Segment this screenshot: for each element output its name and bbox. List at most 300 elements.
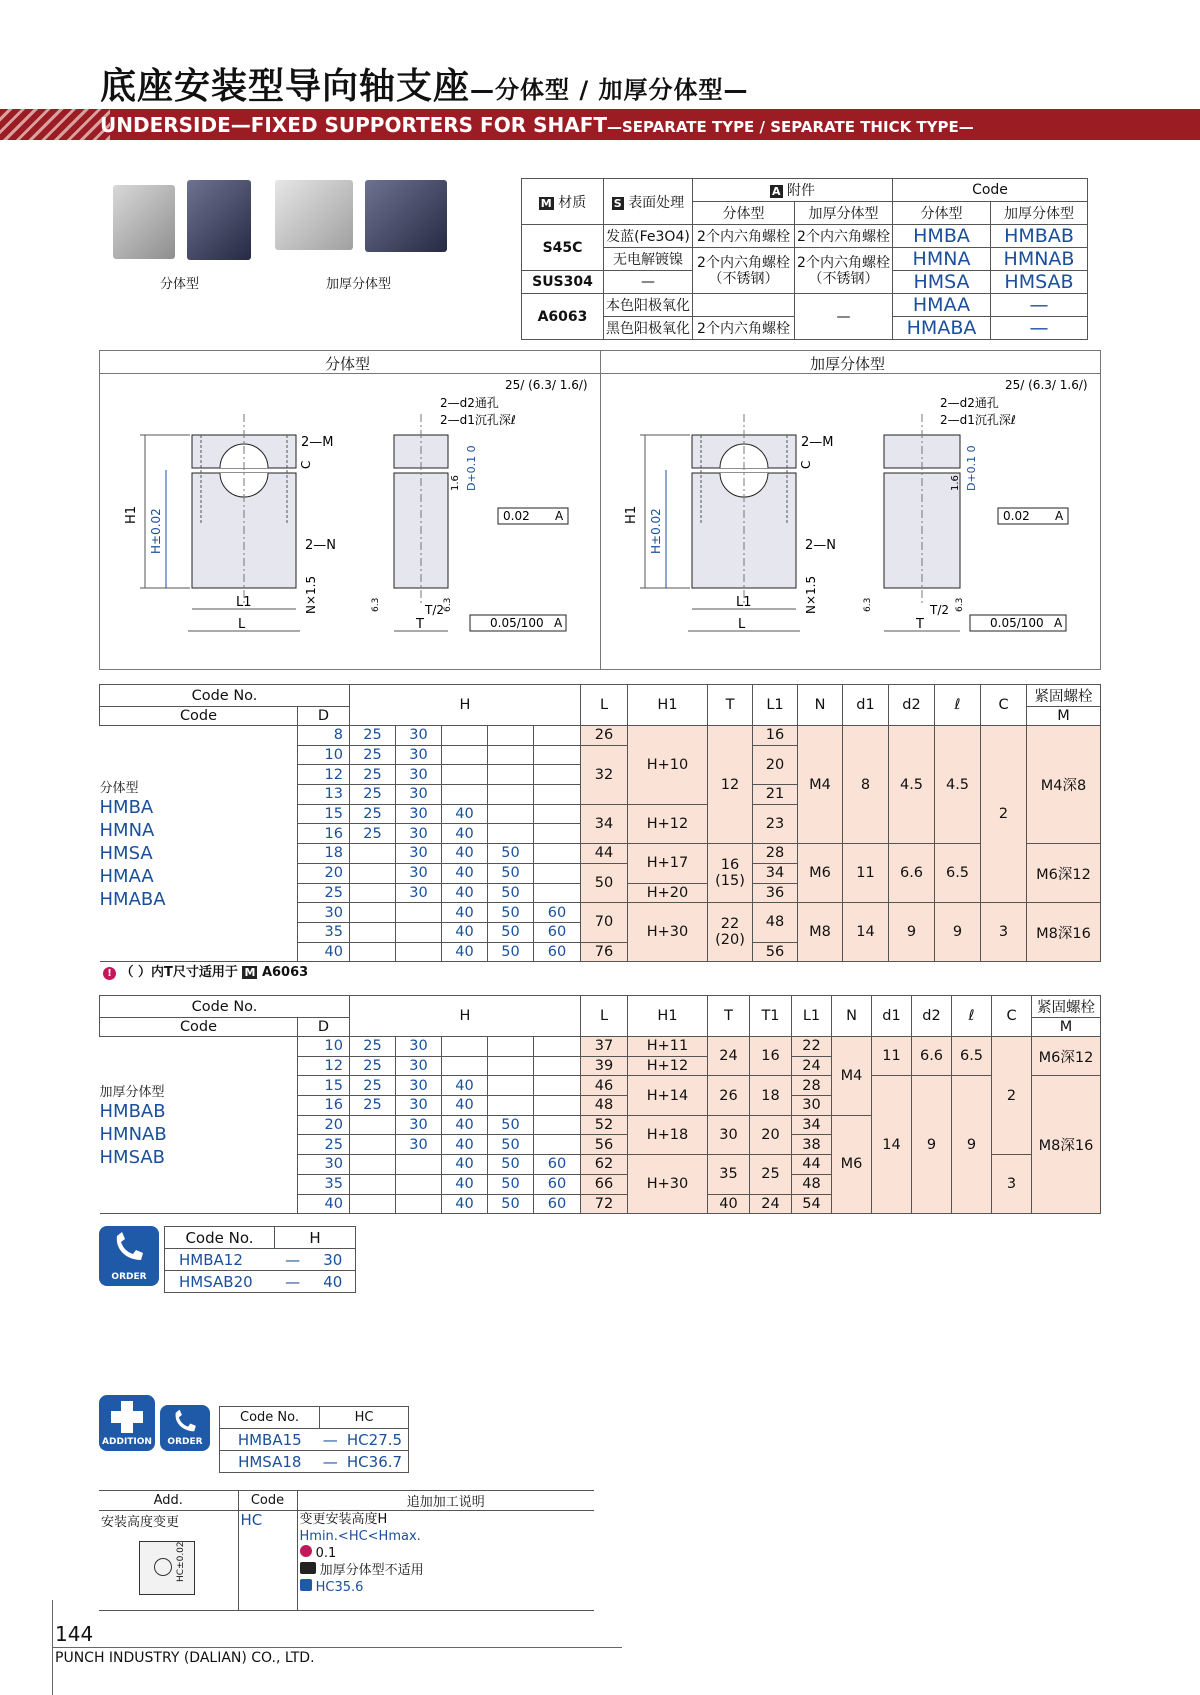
code-cell: HMABA (893, 317, 991, 340)
h-cell: 25 (350, 745, 396, 765)
svg-text:T: T (916, 617, 924, 632)
d-cell: 16 (298, 824, 350, 844)
svg-text:2—d1沉孔深ℓ: 2—d1沉孔深ℓ (940, 413, 1016, 427)
h-cell: 30 (396, 1056, 442, 1076)
d1-cell: 14 (843, 903, 889, 962)
h-cell (396, 922, 442, 942)
h-cell (488, 804, 534, 824)
h-cell: 40 (442, 883, 488, 903)
ell-cell: 9 (952, 1076, 992, 1214)
addition-icon: ADDITION (99, 1395, 155, 1451)
h-cell (488, 785, 534, 805)
ell-cell: 4.5 (935, 726, 981, 844)
order-code: HMBA15 (220, 1429, 320, 1451)
header-t: T (708, 996, 750, 1037)
h-cell (442, 1056, 488, 1076)
l-cell: 70 (581, 903, 628, 942)
h-cell: 40 (442, 1174, 488, 1194)
addition-name: 安装高度变更 (101, 1515, 180, 1530)
h-cell: 40 (442, 1135, 488, 1155)
t1-cell: 24 (750, 1194, 792, 1214)
photo-separate-black (187, 180, 251, 260)
svg-text:25/ (6.3/ 1.6/): 25/ (6.3/ 1.6/) (1005, 378, 1088, 392)
h-cell: 60 (534, 903, 581, 923)
d1-cell: 8 (843, 726, 889, 844)
header-l1: L1 (753, 685, 798, 726)
spec-table-separate (99, 684, 1101, 962)
surf-cell: 黑色阳极氧化 (604, 317, 693, 340)
svg-text:2—N: 2—N (305, 538, 336, 553)
d-cell: 12 (298, 765, 350, 785)
n-cell: M8 (798, 903, 843, 962)
h-cell (396, 1194, 442, 1214)
h-cell (350, 1135, 396, 1155)
header-desc: 追加加工说明 (297, 1491, 594, 1511)
h-cell (488, 1076, 534, 1096)
svg-text:T: T (416, 617, 424, 632)
svg-text:T/2: T/2 (425, 603, 445, 617)
order-dash: — (320, 1451, 341, 1473)
h-cell (442, 765, 488, 785)
order-code: HMSA18 (220, 1451, 320, 1473)
svg-text:6.3: 6.3 (955, 597, 965, 612)
series-code: HMNAB (99, 1124, 167, 1146)
h-cell (350, 1194, 396, 1214)
h-cell (350, 883, 396, 903)
m-cell: M8深16 (1027, 903, 1101, 962)
header-d2: d2 (889, 685, 935, 726)
order-icon: ORDER (99, 1226, 159, 1286)
h1-cell: H+20 (628, 883, 708, 903)
svg-text:6.3: 6.3 (863, 597, 873, 612)
h-cell: 30 (396, 1115, 442, 1135)
d2-cell: 6.6 (912, 1037, 952, 1076)
h-cell: 40 (442, 1155, 488, 1175)
addition-code: HC (238, 1511, 297, 1611)
h-cell (488, 1037, 534, 1057)
series-code: HMSA (99, 842, 153, 864)
svg-text:A: A (1055, 509, 1064, 523)
header-code: Code (238, 1491, 297, 1511)
d-cell: 25 (298, 1135, 350, 1155)
header-code: Code (100, 707, 298, 726)
h-cell: 25 (350, 765, 396, 785)
svg-text:2—d2通孔: 2—d2通孔 (440, 396, 499, 410)
h-cell: 60 (534, 1174, 581, 1194)
header-m: M (1027, 707, 1101, 726)
svg-text:L1: L1 (736, 595, 752, 610)
order-code: HMSAB20 (165, 1271, 275, 1293)
h-cell: 30 (396, 1037, 442, 1057)
code-cell: HMSAB (991, 271, 1088, 294)
t1-cell: 16 (750, 1037, 792, 1076)
order-icon: ORDER (160, 1405, 210, 1451)
h-cell (534, 1096, 581, 1116)
h-cell: 50 (488, 1155, 534, 1175)
header-l: L (581, 996, 628, 1037)
surf-cell: 本色阳极氧化 (604, 294, 693, 317)
header-bolt: 紧固螺栓 (1027, 685, 1101, 707)
svg-text:2—M: 2—M (801, 435, 834, 450)
order-value: 30 (311, 1249, 356, 1271)
svg-text:2—N: 2—N (805, 538, 836, 553)
l1-cell: 22 (792, 1037, 832, 1057)
l1-cell: 48 (792, 1174, 832, 1194)
l-cell: 50 (581, 863, 628, 902)
svg-text:2—M: 2—M (301, 435, 334, 450)
l1-cell: 21 (753, 785, 798, 805)
d-cell: 8 (298, 726, 350, 746)
order-dash: — (320, 1429, 341, 1451)
desc-line: HC35.6 (300, 1579, 593, 1596)
h1-cell: H+30 (628, 903, 708, 962)
header-d1: d1 (872, 996, 912, 1037)
diagram-title-thick: 加厚分体型 (810, 355, 886, 373)
d-cell: 12 (298, 1056, 350, 1076)
d1-cell: 11 (843, 844, 889, 903)
t-cell: 40 (708, 1194, 750, 1214)
d-cell: 40 (298, 1194, 350, 1214)
header-d: D (298, 707, 350, 726)
h-cell (534, 765, 581, 785)
code-cell: — (991, 317, 1088, 340)
t-cell: 22 (20) (708, 903, 753, 962)
header-t1: T1 (750, 996, 792, 1037)
drawing-thick (600, 374, 1100, 669)
order-dash: — (275, 1271, 311, 1293)
ell-cell: 6.5 (935, 844, 981, 903)
h-cell (488, 824, 534, 844)
h-cell: 40 (442, 922, 488, 942)
c-cell: 2 (981, 726, 1027, 903)
d-cell: 16 (298, 1096, 350, 1116)
acc-cell (693, 294, 795, 317)
header-h: H (275, 1227, 356, 1249)
h-cell: 25 (350, 824, 396, 844)
l1-cell: 54 (792, 1194, 832, 1214)
h-cell (350, 863, 396, 883)
mat-s45c: S45C (522, 225, 604, 271)
l1-cell: 28 (792, 1076, 832, 1096)
h-cell: 40 (442, 1076, 488, 1096)
series-code: HMNA (99, 819, 155, 841)
h-cell: 25 (350, 785, 396, 805)
l1-cell: 20 (753, 745, 798, 784)
h-cell: 30 (396, 726, 442, 746)
header-d: D (298, 1018, 350, 1037)
d2-cell: 4.5 (889, 726, 935, 844)
h-cell: 30 (396, 1096, 442, 1116)
h-cell (534, 1115, 581, 1135)
svg-text:0.02: 0.02 (503, 509, 530, 523)
addition-table (99, 1490, 594, 1611)
h-cell (350, 844, 396, 864)
acc-cell: 2个内六角螺栓 (693, 225, 795, 248)
l1-cell: 23 (753, 804, 798, 843)
h-cell (534, 745, 581, 765)
header-n: N (832, 996, 872, 1037)
l-cell: 56 (581, 1135, 628, 1155)
diagram-panel (99, 350, 1101, 670)
l-cell: 46 (581, 1076, 628, 1096)
header-m: M (1032, 1018, 1101, 1037)
series-code: HMBA (99, 796, 154, 818)
order-value: HC27.5 (341, 1429, 409, 1451)
h-cell (534, 1076, 581, 1096)
h-cell: 40 (442, 903, 488, 923)
h1-cell: H+30 (628, 1155, 708, 1214)
l-cell: 66 (581, 1174, 628, 1194)
svg-text:L: L (738, 617, 746, 632)
svg-text:6.3: 6.3 (371, 597, 381, 612)
order-code: HMBA12 (165, 1249, 275, 1271)
svg-text:C: C (299, 460, 313, 469)
code-cell: — (991, 294, 1088, 317)
h-cell (534, 883, 581, 903)
h-cell: 50 (488, 883, 534, 903)
svg-text:H±0.02: H±0.02 (649, 508, 663, 554)
t-cell: 30 (708, 1115, 750, 1154)
h-cell: 25 (350, 1076, 396, 1096)
h-cell: 25 (350, 1037, 396, 1057)
header-hc: HC (320, 1407, 409, 1429)
svg-text:A: A (554, 616, 563, 630)
header-bolt: 紧固螺栓 (1032, 996, 1101, 1018)
desc-line: 0.1 (300, 1545, 593, 1562)
m-cell: M8深16 (1032, 1076, 1101, 1214)
l-cell: 52 (581, 1115, 628, 1135)
l1-cell: 30 (792, 1096, 832, 1116)
m-cell: M6深12 (1027, 844, 1101, 903)
l-cell: 72 (581, 1194, 628, 1214)
header-l: L (581, 685, 628, 726)
l-cell: 39 (581, 1056, 628, 1076)
d-cell: 25 (298, 883, 350, 903)
no-icon (300, 1562, 316, 1574)
ell-cell: 9 (935, 903, 981, 962)
d-cell: 35 (298, 922, 350, 942)
h1-cell: H+18 (628, 1115, 708, 1154)
d-cell: 30 (298, 1155, 350, 1175)
addition-name-cell (99, 1511, 238, 1611)
header-accessory: A 附件 (693, 179, 893, 202)
h-cell: 30 (396, 824, 442, 844)
h-cell (396, 1174, 442, 1194)
svg-text:H1: H1 (124, 505, 139, 524)
h-cell: 60 (534, 922, 581, 942)
h-cell: 40 (442, 942, 488, 962)
header-add: Add. (99, 1491, 238, 1511)
h-cell: 30 (396, 785, 442, 805)
addition-fig-label: HC±0.02 (176, 1541, 186, 1582)
h-cell: 40 (442, 844, 488, 864)
d1-cell: 11 (872, 1037, 912, 1076)
d-cell: 35 (298, 1174, 350, 1194)
h-cell (488, 1096, 534, 1116)
code-cell: HMSA (893, 271, 991, 294)
h-cell: 25 (350, 1096, 396, 1116)
code-cell: HMNA (893, 248, 991, 271)
d-cell: 30 (298, 903, 350, 923)
l1-cell: 36 (753, 883, 798, 903)
footer-underline (52, 1647, 622, 1648)
h-cell (442, 745, 488, 765)
header-material: M 材质 (522, 179, 604, 225)
h-cell (396, 903, 442, 923)
series-cell (100, 1037, 298, 1214)
material-icon: M (244, 966, 256, 979)
surf-cell: 发蓝(Fe3O4) (604, 225, 693, 248)
l-cell: 26 (581, 726, 628, 746)
h1-cell: H+14 (628, 1076, 708, 1115)
addition-order-table (219, 1406, 409, 1473)
h-cell: 50 (488, 903, 534, 923)
code-cell: HMAA (893, 294, 991, 317)
surf-cell: 无电解镀镍 (604, 248, 693, 271)
d2-cell: 6.6 (889, 844, 935, 903)
series-code: HMSAB (99, 1147, 165, 1169)
l1-cell: 44 (792, 1155, 832, 1175)
h-cell (534, 863, 581, 883)
h-cell (534, 785, 581, 805)
n-cell: M4 (832, 1037, 872, 1116)
header-ell: ℓ (952, 996, 992, 1037)
t1-cell: 20 (750, 1115, 792, 1154)
page-subtitle-en: —SEPARATE TYPE / SEPARATE THICK TYPE— (607, 118, 974, 136)
h-cell: 40 (442, 1194, 488, 1214)
series-code: HMAA (99, 865, 154, 887)
t-cell: 24 (708, 1037, 750, 1076)
h-cell (442, 726, 488, 746)
l-cell: 48 (581, 1096, 628, 1116)
h-cell: 50 (488, 1135, 534, 1155)
desc-line: 变更安装高度H (299, 1512, 388, 1527)
d-cell: 10 (298, 745, 350, 765)
n-cell: M4 (798, 726, 843, 844)
acc-cell: 2个内六角螺栓 (693, 317, 795, 340)
h-cell (350, 1115, 396, 1135)
h-cell: 40 (442, 824, 488, 844)
t-cell: 26 (708, 1076, 750, 1115)
order-value: 40 (311, 1271, 356, 1293)
series-group-label: 分体型 (99, 780, 139, 796)
t-cell: 35 (708, 1155, 750, 1194)
svg-text:6.3: 6.3 (443, 597, 453, 612)
header-code: Code (893, 179, 1088, 202)
t1-cell: 18 (750, 1076, 792, 1115)
h-cell: 30 (396, 883, 442, 903)
photo-thick-black (365, 180, 447, 252)
h-cell: 50 (488, 922, 534, 942)
d-cell: 40 (298, 942, 350, 962)
header-n: N (798, 685, 843, 726)
h-cell (442, 785, 488, 805)
page-subtitle: —分体型 / 加厚分体型— (470, 76, 749, 104)
header-c: C (981, 685, 1027, 726)
h-cell (396, 942, 442, 962)
h-cell: 30 (396, 804, 442, 824)
l1-cell: 34 (753, 863, 798, 883)
svg-text:0.05/100: 0.05/100 (990, 616, 1044, 630)
h-cell (396, 1155, 442, 1175)
ell-cell: 6.5 (952, 1037, 992, 1076)
series-code: HMBAB (99, 1101, 166, 1123)
page-title: 底座安装型导向轴支座—分体型 / 加厚分体型— (100, 66, 749, 107)
h-cell (534, 1056, 581, 1076)
m-cell: M4深8 (1027, 726, 1101, 844)
header-h: H (350, 996, 581, 1037)
h-cell (488, 726, 534, 746)
svg-text:2—d1沉孔深ℓ: 2—d1沉孔深ℓ (440, 413, 516, 427)
h-cell (350, 1174, 396, 1194)
header-acc-sep: 分体型 (693, 202, 795, 225)
svg-text:1.6: 1.6 (950, 475, 961, 491)
m-cell: M6深12 (1032, 1037, 1101, 1076)
t-cell: 12 (708, 726, 753, 844)
drawing-separate (100, 374, 600, 669)
h-cell: 50 (488, 942, 534, 962)
header-t: T (708, 685, 753, 726)
title-bar-stripes (0, 109, 110, 140)
header-codeno: Code No. (165, 1227, 275, 1249)
n-cell: M6 (798, 844, 843, 903)
photo-label-separate: 分体型 (160, 277, 200, 292)
l1-cell: 16 (753, 726, 798, 746)
h1-cell: H+11 (628, 1037, 708, 1057)
h1-cell: H+17 (628, 844, 708, 883)
t-cell: 16 (15) (708, 844, 753, 903)
phone-icon (300, 1579, 312, 1591)
photo-thick-silver (275, 180, 353, 250)
table1-note: ! （ ）内T尺寸适用于 M A6063 (103, 961, 308, 980)
order-example-table (164, 1226, 356, 1293)
d-cell: 15 (298, 1076, 350, 1096)
diagram-title-separate: 分体型 (325, 355, 371, 373)
header-codeno: Code No. (100, 996, 350, 1018)
h-cell (350, 922, 396, 942)
order-value: HC36.7 (341, 1451, 409, 1473)
h-cell: 30 (396, 765, 442, 785)
svg-text:H±0.02: H±0.02 (149, 508, 163, 554)
h-cell: 50 (488, 1174, 534, 1194)
l1-cell: 48 (753, 903, 798, 942)
h-cell: 25 (350, 726, 396, 746)
l1-cell: 28 (753, 844, 798, 864)
h-cell: 30 (396, 1135, 442, 1155)
spec-table-thick (99, 995, 1101, 1214)
code-cell: HMBAB (991, 225, 1088, 248)
h-cell (350, 903, 396, 923)
d-cell: 13 (298, 785, 350, 805)
l1-cell: 24 (792, 1056, 832, 1076)
acc-cell: — (795, 294, 893, 340)
header-codeno: Code No. (100, 685, 350, 707)
d-cell: 18 (298, 844, 350, 864)
h-cell: 40 (442, 1096, 488, 1116)
svg-text:H1: H1 (624, 505, 639, 524)
svg-text:0.05/100: 0.05/100 (490, 616, 544, 630)
c-cell: 2 (992, 1037, 1032, 1155)
code-cell: HMNAB (991, 248, 1088, 271)
header-c: C (992, 996, 1032, 1037)
svg-text:L: L (238, 617, 246, 632)
h-cell (488, 765, 534, 785)
svg-text:1.6: 1.6 (450, 475, 461, 491)
l1-cell: 34 (792, 1115, 832, 1135)
h-cell (534, 1135, 581, 1155)
h-cell: 40 (442, 863, 488, 883)
header-h1: H1 (628, 996, 708, 1037)
